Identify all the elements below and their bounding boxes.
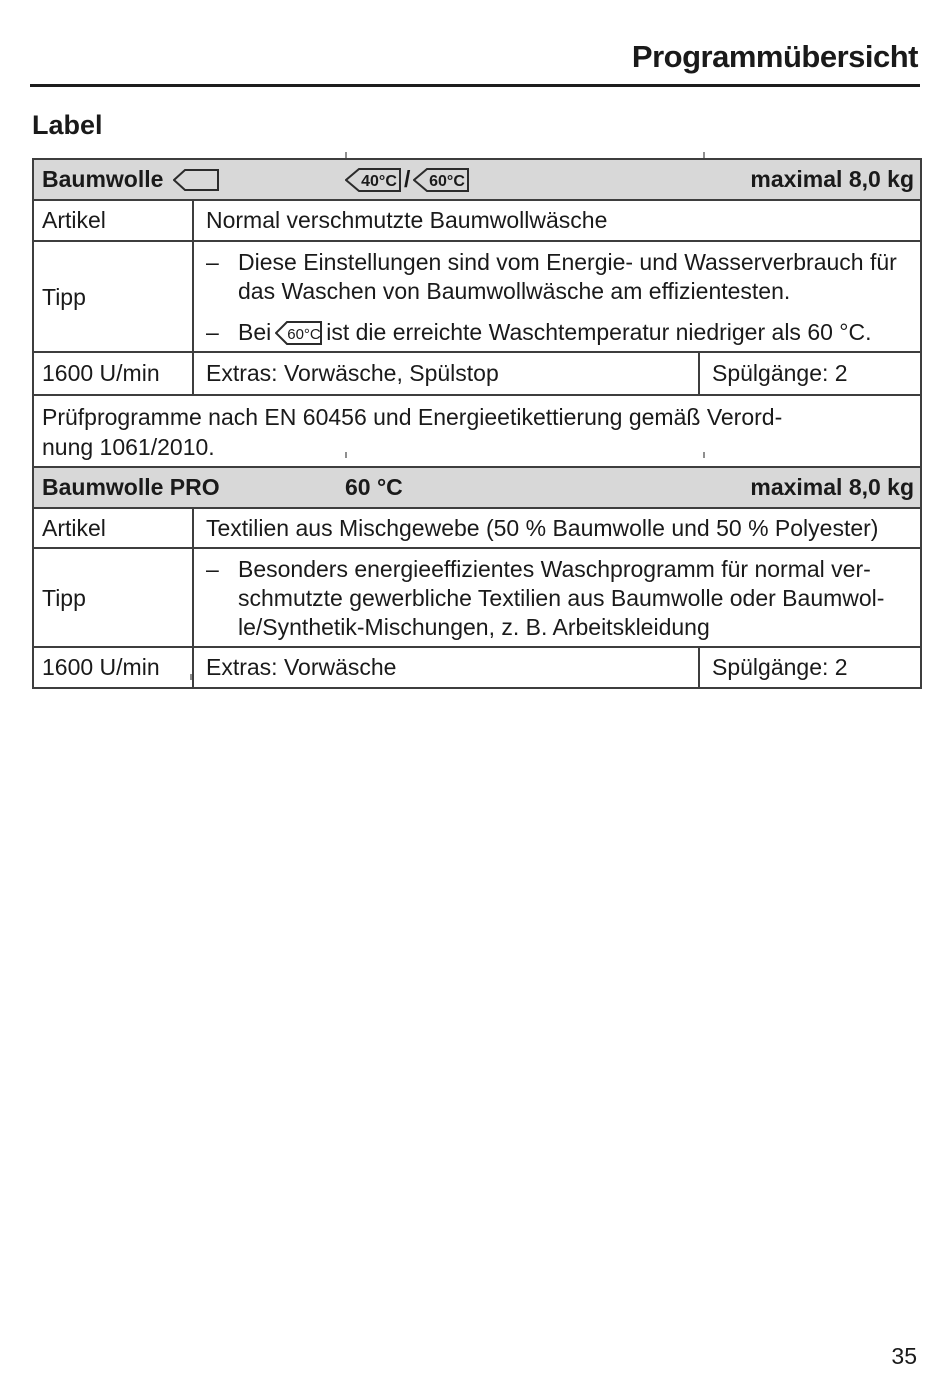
program1-note-row (33, 395, 921, 467)
program2-artikel-row (33, 508, 921, 548)
temperature-tag-40c-icon (345, 168, 401, 192)
temperature-tag-60c-inline-label: 60°C (287, 326, 322, 343)
program1-name: Baumwolle (42, 166, 164, 192)
program1-artikel-label: Artikel (33, 200, 193, 241)
program1-note-cell (33, 395, 921, 467)
grid-tick (703, 452, 705, 458)
program2-name: Baumwolle PRO (42, 474, 220, 500)
program1-header-cell (33, 159, 921, 200)
program2-tip-1 (206, 555, 912, 642)
tip-line: Besonders energieeffizientes Waschprogramm für normal ver- (238, 556, 871, 582)
program1-settings-row (33, 352, 921, 395)
program1-tipp-cell (193, 241, 921, 352)
note-line: nung 1061/2010. (42, 434, 215, 460)
temp-tag-separator: / (404, 166, 411, 192)
header-rule (30, 84, 920, 87)
program1-temp-tags (345, 166, 469, 193)
program2-header-row (33, 467, 921, 508)
temperature-tag-blank-icon (173, 169, 219, 191)
program2-max-load: maximal 8,0 kg (750, 474, 915, 500)
tip-line: Diese Einstellungen sind vom Energie- und Wasserverbrauch für (238, 249, 897, 275)
program1-artikel-row (33, 200, 921, 241)
tip-dash: – (206, 249, 219, 275)
program2-artikel-text: Textilien aus Mischgewebe (50 % Baumwolle und 50 % Polyester) (193, 508, 921, 548)
program2-temp: 60 °C (345, 474, 403, 500)
program2-spin-speed: 1600 U/min (33, 647, 193, 688)
page-title: Programmübersicht (631, 39, 918, 74)
grid-tick (345, 152, 347, 158)
tip-line: das Waschen von Baumwollwäsche am effizientesten. (238, 278, 791, 304)
tip-dash: – (206, 319, 219, 345)
program1-header-row (33, 159, 921, 200)
program1-extras: Extras: Vorwäsche, Spülstop (193, 352, 699, 395)
program2-header-cell (33, 467, 921, 508)
note-line: Prüfprogramme nach EN 60456 und Energieetikettierung gemäß Verord- (42, 404, 783, 430)
temperature-tag-60c-label: 60°C (429, 172, 466, 190)
grid-tick (703, 152, 705, 158)
program1-tip-2 (206, 318, 912, 347)
grid-tick (190, 674, 192, 680)
program1-artikel-text: Normal verschmutzte Baumwollwäsche (193, 200, 921, 241)
program2-extras: Extras: Vorwäsche (193, 647, 699, 688)
program1-spin-speed: 1600 U/min (33, 352, 193, 395)
tip-text-after: ist die erreichte Waschtemperatur niedriger als 60 °C. (326, 319, 872, 345)
program2-rinses: Spülgänge: 2 (699, 647, 921, 688)
program2-artikel-label: Artikel (33, 508, 193, 548)
program2-tipp-row (33, 548, 921, 647)
temperature-tag-60c-inline-icon (275, 321, 322, 345)
program1-tipp-label: Tipp (33, 241, 193, 352)
tip-dash: – (206, 556, 219, 582)
program1-tip-1 (206, 248, 912, 306)
temperature-tag-60c-icon (413, 168, 469, 192)
program2-tipp-cell (193, 548, 921, 647)
tip-text-before: Bei (238, 319, 272, 345)
program2-tipp-label: Tipp (33, 548, 193, 647)
temperature-tag-40c-label: 40°C (361, 172, 397, 190)
program2-settings-row (33, 647, 921, 688)
program1-max-load: maximal 8,0 kg (750, 166, 915, 192)
page-number: 35 (891, 1343, 917, 1369)
tip-line: le/Synthetik-Mischungen, z. B. Arbeitskleidung (238, 614, 710, 640)
grid-tick (345, 452, 347, 458)
program1-rinses: Spülgänge: 2 (699, 352, 921, 395)
tip-line: schmutzte gewerbliche Textilien aus Baumwolle oder Baumwol- (238, 585, 885, 611)
program1-tipp-row (33, 241, 921, 352)
program-table-wrap (32, 158, 920, 689)
program-table (32, 158, 922, 689)
section-title: Label (32, 110, 103, 140)
